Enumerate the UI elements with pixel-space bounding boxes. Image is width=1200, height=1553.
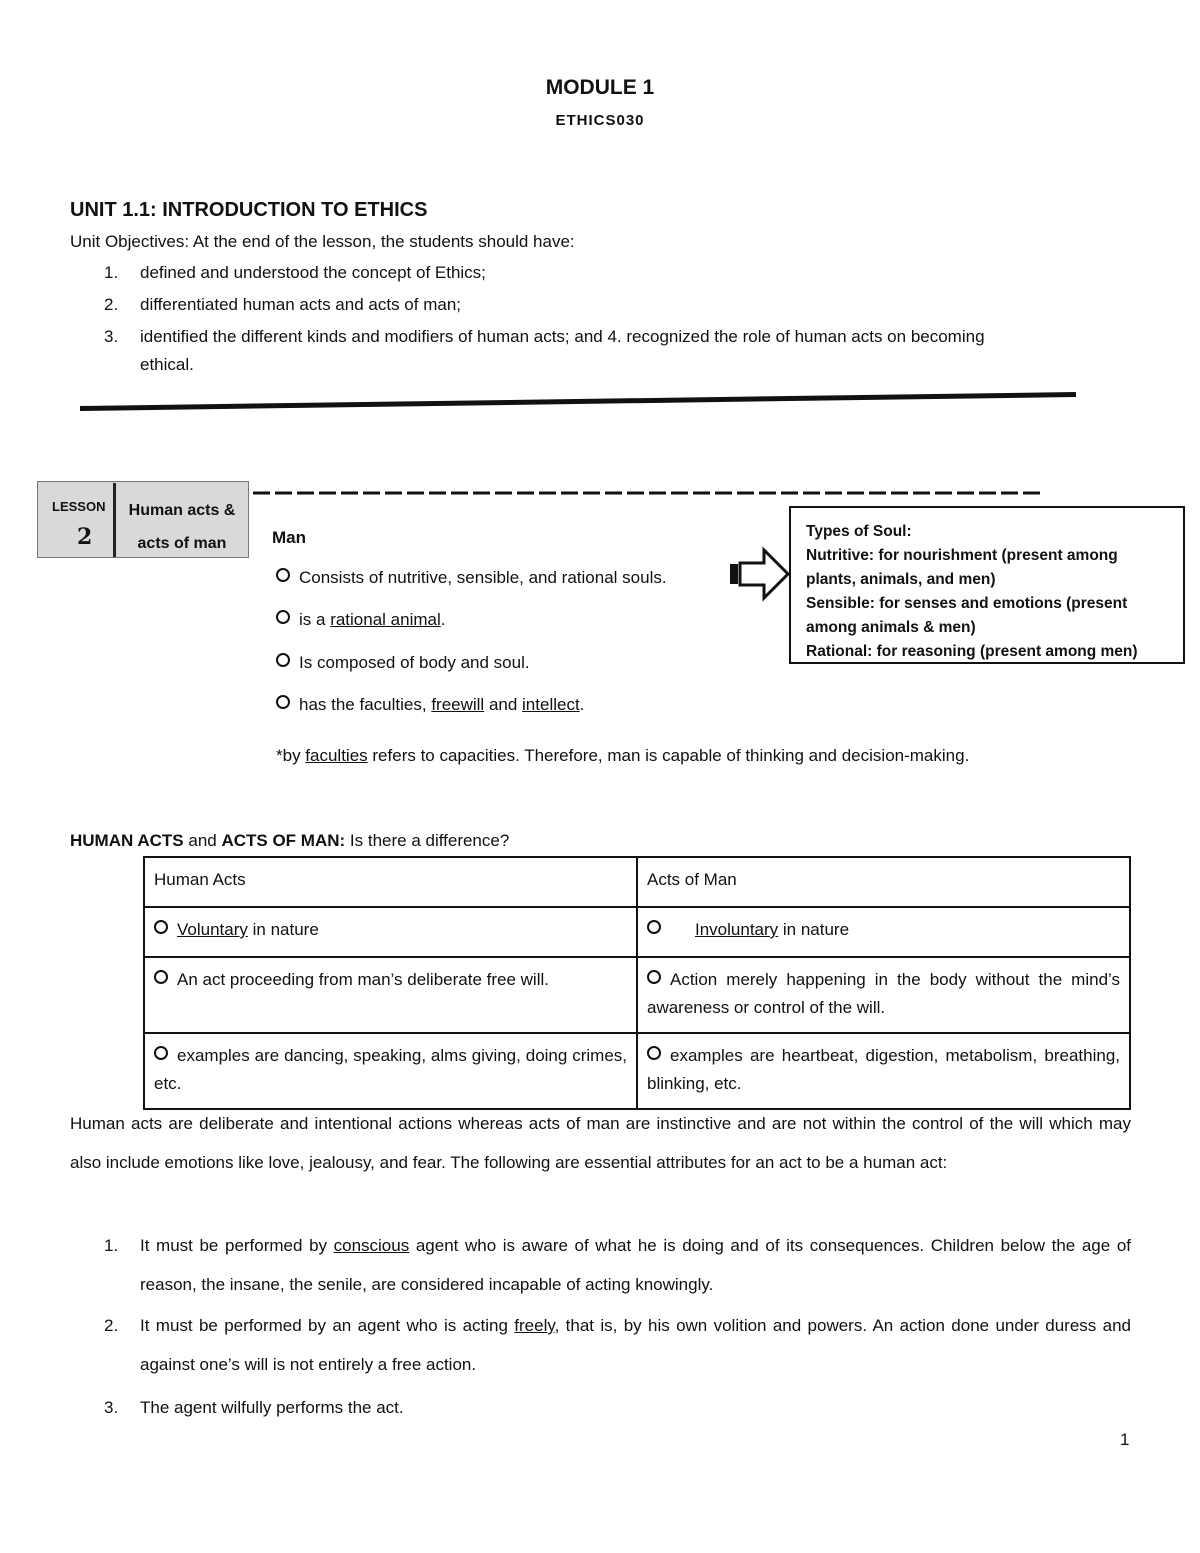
circle-bullet-icon [276, 695, 290, 709]
unit-objectives-intro: Unit Objectives: At the end of the lesson, the students should have: [70, 232, 575, 251]
comparison-table [143, 856, 1131, 1110]
table-header-row [144, 857, 1130, 907]
lesson-topic-line: Human acts & [128, 502, 236, 519]
attribute-text: The agent wilfully performs the act. [140, 1398, 404, 1417]
objective-text: defined and understood the concept of Ethics; [140, 263, 486, 282]
circle-bullet-icon [647, 1046, 661, 1060]
table-cell: Involuntary in nature [637, 907, 1130, 957]
man-bullet: Consists of nutritive, sensible, and rational souls. [276, 568, 667, 588]
table-row [144, 1033, 1130, 1109]
objective-text: differentiated human acts and acts of man; [140, 295, 461, 314]
objective-text: identified the different kinds and modifiers of human acts; and 4. recognized the role of human acts on becoming [140, 327, 985, 346]
lesson-topic [120, 494, 244, 560]
lesson-topic-line: acts of man [137, 535, 227, 552]
types-of-soul-box [789, 506, 1185, 664]
table-cell: Voluntary in nature [144, 907, 637, 957]
circle-bullet-icon [276, 568, 290, 582]
body-paragraph: Human acts are deliberate and intentional actions whereas acts of man are instinctive and are not within the control of the will which may also include emotions like love, jealousy, and fear. The following are essential attributes for an act to be a human act: [70, 1114, 1131, 1172]
table-cell: examples are heartbeat, digestion, metabolism, breathing, blinking, etc. [637, 1033, 1130, 1109]
lesson-number: 2 [77, 524, 93, 550]
soul-box-line: among animals & men) [806, 619, 976, 636]
circle-bullet-icon [276, 653, 290, 667]
lesson-separator [113, 483, 116, 557]
circle-bullet-icon [647, 970, 661, 984]
soul-box-line: plants, animals, and men) [806, 571, 996, 588]
soul-box-title: Types of Soul: [806, 523, 912, 540]
circle-bullet-icon [154, 970, 168, 984]
dashed-rule [253, 490, 1043, 496]
circle-bullet-icon [154, 920, 168, 934]
table-row [144, 957, 1130, 1033]
objective-number: 1. [104, 263, 119, 282]
table-cell: Action merely happening in the body without the mind’s awareness or control of the will. [637, 957, 1130, 1033]
faculties-note: *by faculties refers to capacities. Therefore, man is capable of thinking and decision-making. [276, 746, 970, 765]
attribute-number: 3. [104, 1398, 119, 1417]
circle-bullet-icon [647, 920, 661, 934]
attribute-number: 2. [104, 1316, 119, 1335]
lesson-label: LESSON [52, 499, 106, 514]
objective-text-continued: ethical. [140, 355, 194, 374]
circle-bullet-icon [276, 610, 290, 624]
objective-number: 3. [104, 327, 119, 346]
objective-number: 2. [104, 295, 119, 314]
man-heading: Man [272, 528, 306, 547]
man-bullet: has the faculties, freewill and intellect. [276, 695, 584, 715]
right-arrow-icon [728, 546, 792, 602]
module-title: MODULE 1 [545, 76, 655, 99]
circle-bullet-icon [154, 1046, 168, 1060]
table-cell: An act proceeding from man’s deliberate free will. [144, 957, 637, 1033]
page-number: 1 [1120, 1430, 1130, 1449]
column-header-human-acts: Human Acts [144, 857, 637, 907]
table-row [144, 907, 1130, 957]
soul-box-line: Rational: for reasoning (present among men) [806, 643, 1138, 660]
attribute-number: 1. [104, 1236, 119, 1255]
man-bullet: is a rational animal. [276, 610, 445, 630]
course-code: ETHICS030 [555, 112, 645, 129]
attribute-text: It must be performed by an agent who is acting freely, that is, by his own volition and powers. An action done under duress and against one’s will is not entirely a free action. [140, 1316, 1132, 1374]
unit-title: UNIT 1.1: INTRODUCTION TO ETHICS [70, 199, 428, 221]
comparison-heading: HUMAN ACTS and ACTS OF MAN: Is there a difference? [70, 831, 510, 850]
attribute-text: It must be performed by conscious agent who is aware of what he is doing and of its consequences. Children below the age of reason, the insane, the senile, are considered incapable of acting knowingly. [140, 1236, 1131, 1294]
column-header-acts-of-man: Acts of Man [637, 857, 1130, 907]
section-divider [80, 388, 1076, 412]
soul-box-line: Nutritive: for nourishment (present among [806, 547, 1118, 564]
soul-box-line: Sensible: for senses and emotions (present [806, 595, 1128, 612]
table-cell: examples are dancing, speaking, alms giving, doing crimes, etc. [144, 1033, 637, 1109]
man-bullet: Is composed of body and soul. [276, 653, 530, 673]
